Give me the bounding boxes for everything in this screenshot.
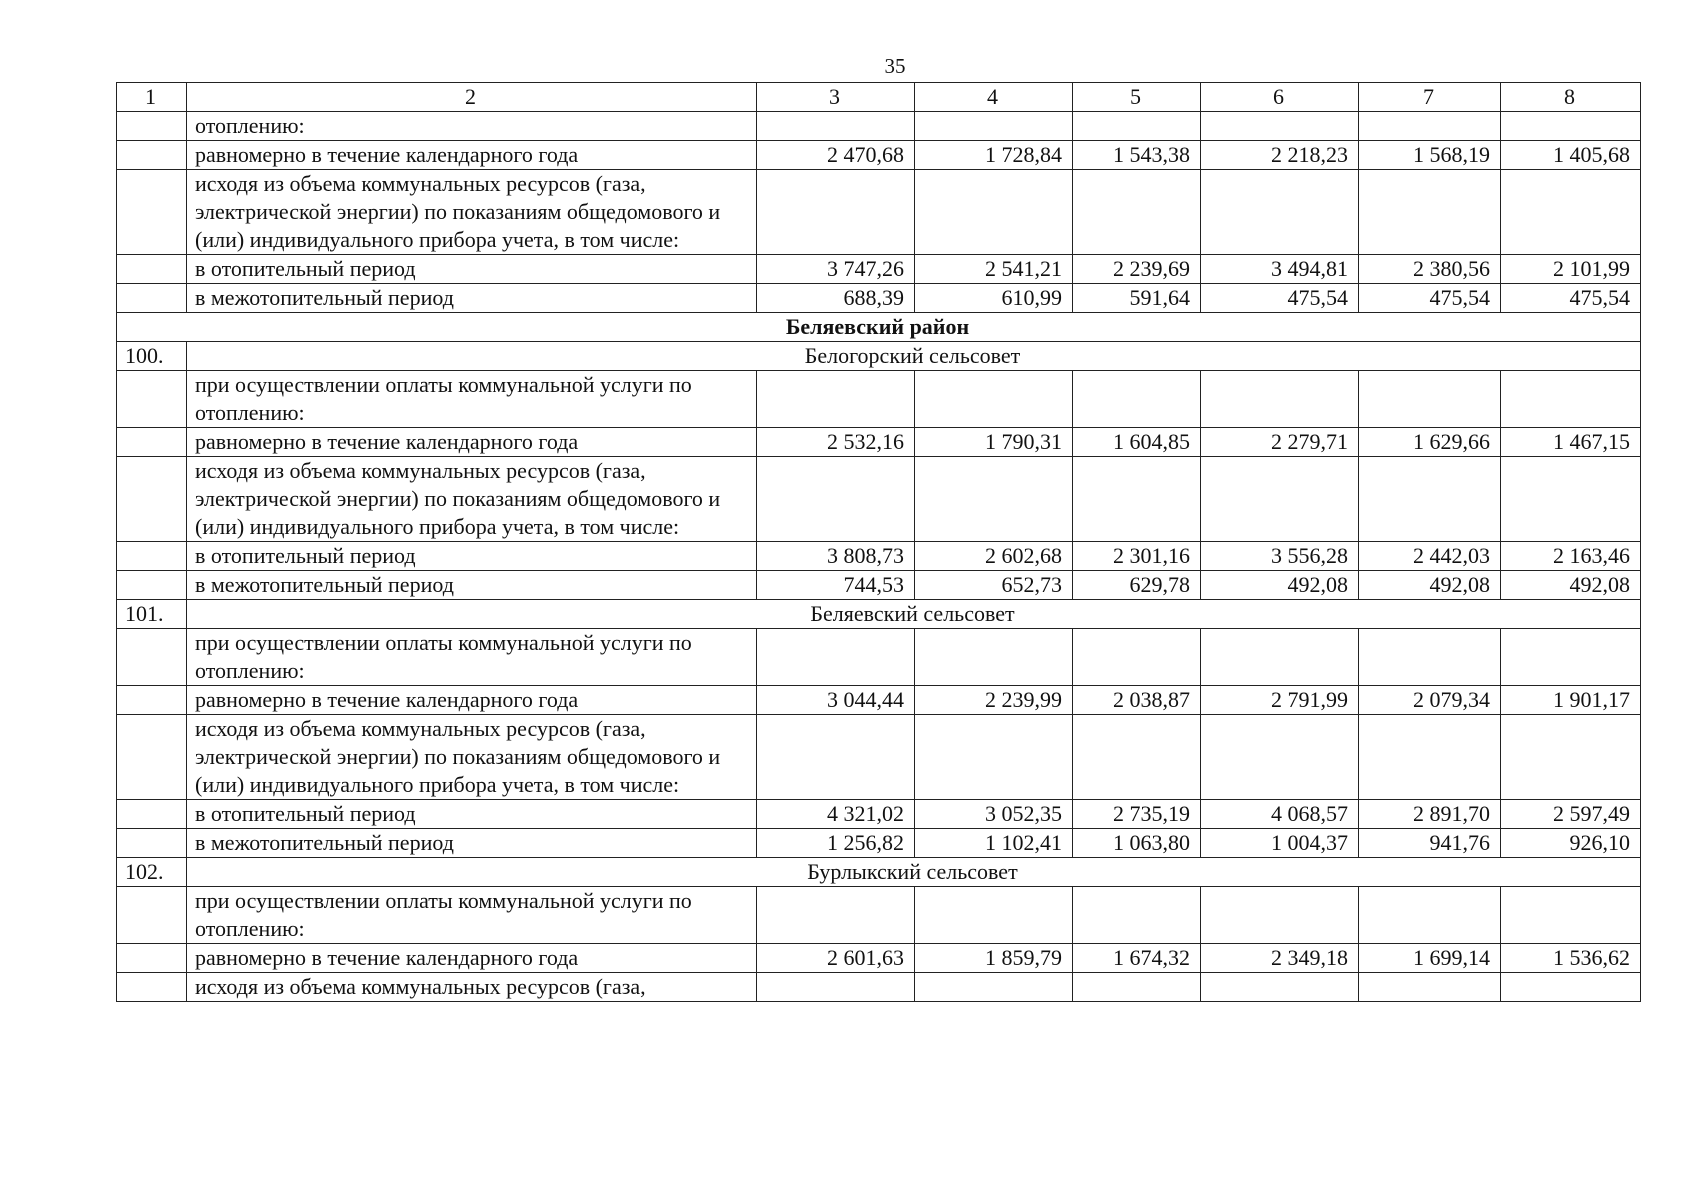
value-cell: 2 891,70 [1359, 800, 1501, 829]
section-index: 100. [117, 342, 187, 371]
table-row [117, 112, 1641, 141]
value-cell: 2 380,56 [1359, 255, 1501, 284]
value-cell: 2 791,99 [1201, 686, 1359, 715]
row-index-cell [117, 973, 187, 1002]
value-cell [1501, 457, 1641, 542]
value-cell [1201, 457, 1359, 542]
table-row [117, 170, 1641, 255]
value-cell: 3 044,44 [757, 686, 915, 715]
table-row [117, 629, 1641, 686]
value-cell: 2 470,68 [757, 141, 915, 170]
value-cell: 3 052,35 [915, 800, 1073, 829]
value-cell [1201, 170, 1359, 255]
table-row [117, 715, 1641, 800]
value-cell: 2 301,16 [1073, 542, 1201, 571]
value-cell [915, 170, 1073, 255]
row-index-cell [117, 829, 187, 858]
value-cell [757, 457, 915, 542]
row-label: в межотопительный период [187, 284, 757, 313]
value-cell [915, 629, 1073, 686]
section-title: Белогорский сельсовет [187, 342, 1641, 371]
value-cell [1501, 887, 1641, 944]
row-label: при осуществлении оплаты коммунальной услуги по отоплению: [187, 629, 757, 686]
row-label: в отопительный период [187, 542, 757, 571]
value-cell [915, 887, 1073, 944]
section-index: 102. [117, 858, 187, 887]
table-row [117, 829, 1641, 858]
value-cell: 1 543,38 [1073, 141, 1201, 170]
row-label: исходя из объема коммунальных ресурсов (газа, [187, 973, 757, 1002]
row-label: равномерно в течение календарного года [187, 428, 757, 457]
value-cell: 1 629,66 [1359, 428, 1501, 457]
value-cell [1359, 629, 1501, 686]
value-cell: 475,54 [1501, 284, 1641, 313]
table-row [117, 887, 1641, 944]
table-row [117, 944, 1641, 973]
value-cell: 2 349,18 [1201, 944, 1359, 973]
column-header: 1 [117, 83, 187, 112]
row-label: исходя из объема коммунальных ресурсов (газа, электрической энергии) по показаниям общедомового и (или) индивидуального прибора учета, в том числе: [187, 170, 757, 255]
value-cell: 2 601,63 [757, 944, 915, 973]
value-cell: 610,99 [915, 284, 1073, 313]
value-cell: 629,78 [1073, 571, 1201, 600]
row-index-cell [117, 542, 187, 571]
table-row [117, 800, 1641, 829]
value-cell: 2 101,99 [1501, 255, 1641, 284]
value-cell: 2 163,46 [1501, 542, 1641, 571]
value-cell: 3 556,28 [1201, 542, 1359, 571]
row-index-cell [117, 371, 187, 428]
row-label: в межотопительный период [187, 829, 757, 858]
row-label: в отопительный период [187, 255, 757, 284]
row-label: равномерно в течение календарного года [187, 944, 757, 973]
column-header: 3 [757, 83, 915, 112]
value-cell: 4 068,57 [1201, 800, 1359, 829]
row-index-cell [117, 686, 187, 715]
value-cell [1501, 112, 1641, 141]
value-cell: 1 256,82 [757, 829, 915, 858]
section-title: Бурлыкский сельсовет [187, 858, 1641, 887]
table-body [117, 112, 1641, 1002]
value-cell [915, 715, 1073, 800]
value-cell: 1 063,80 [1073, 829, 1201, 858]
value-cell [1359, 371, 1501, 428]
value-cell: 2 038,87 [1073, 686, 1201, 715]
district-title: Беляевский район [117, 313, 1641, 342]
value-cell: 1 004,37 [1201, 829, 1359, 858]
value-cell: 4 321,02 [757, 800, 915, 829]
value-cell: 1 536,62 [1501, 944, 1641, 973]
value-cell [1201, 973, 1359, 1002]
value-cell [1201, 629, 1359, 686]
value-cell: 3 808,73 [757, 542, 915, 571]
value-cell [1073, 112, 1201, 141]
section-index: 101. [117, 600, 187, 629]
row-label: равномерно в течение календарного года [187, 141, 757, 170]
value-cell [1073, 629, 1201, 686]
value-cell [1359, 112, 1501, 141]
value-cell: 492,08 [1201, 571, 1359, 600]
section-row [117, 858, 1641, 887]
row-index-cell [117, 629, 187, 686]
column-header: 4 [915, 83, 1073, 112]
value-cell [1359, 457, 1501, 542]
value-cell [757, 170, 915, 255]
row-label: при осуществлении оплаты коммунальной услуги по отоплению: [187, 371, 757, 428]
row-index-cell [117, 255, 187, 284]
table-row [117, 141, 1641, 170]
value-cell: 475,54 [1359, 284, 1501, 313]
value-cell [1359, 715, 1501, 800]
row-index-cell [117, 170, 187, 255]
tariff-table [116, 82, 1641, 1002]
value-cell: 2 442,03 [1359, 542, 1501, 571]
value-cell: 941,76 [1359, 829, 1501, 858]
row-label: равномерно в течение календарного года [187, 686, 757, 715]
value-cell: 2 541,21 [915, 255, 1073, 284]
value-cell: 2 079,34 [1359, 686, 1501, 715]
value-cell [757, 887, 915, 944]
value-cell: 2 602,68 [915, 542, 1073, 571]
value-cell [915, 112, 1073, 141]
value-cell [1501, 371, 1641, 428]
value-cell: 475,54 [1201, 284, 1359, 313]
row-index-cell [117, 428, 187, 457]
value-cell [757, 371, 915, 428]
value-cell: 1 790,31 [915, 428, 1073, 457]
table-row [117, 284, 1641, 313]
value-cell [1501, 629, 1641, 686]
table-row [117, 371, 1641, 428]
value-cell [1359, 170, 1501, 255]
column-header: 6 [1201, 83, 1359, 112]
value-cell: 2 239,99 [915, 686, 1073, 715]
value-cell [915, 457, 1073, 542]
value-cell [915, 973, 1073, 1002]
row-index-cell [117, 571, 187, 600]
row-index-cell [117, 944, 187, 973]
row-index-cell [117, 141, 187, 170]
value-cell [757, 629, 915, 686]
column-header-row [117, 83, 1641, 112]
value-cell [1073, 715, 1201, 800]
value-cell: 1 859,79 [915, 944, 1073, 973]
value-cell: 1 674,32 [1073, 944, 1201, 973]
value-cell [1501, 170, 1641, 255]
value-cell [1201, 715, 1359, 800]
column-header: 8 [1501, 83, 1641, 112]
value-cell: 1 102,41 [915, 829, 1073, 858]
row-index-cell [117, 715, 187, 800]
value-cell: 2 239,69 [1073, 255, 1201, 284]
value-cell: 926,10 [1501, 829, 1641, 858]
value-cell: 688,39 [757, 284, 915, 313]
value-cell: 2 532,16 [757, 428, 915, 457]
value-cell [1501, 715, 1641, 800]
value-cell: 1 467,15 [1501, 428, 1641, 457]
column-header: 5 [1073, 83, 1201, 112]
value-cell [757, 715, 915, 800]
value-cell: 3 747,26 [757, 255, 915, 284]
row-label: в межотопительный период [187, 571, 757, 600]
value-cell [1359, 887, 1501, 944]
row-label: исходя из объема коммунальных ресурсов (газа, электрической энергии) по показаниям общедомового и (или) индивидуального прибора учета, в том числе: [187, 715, 757, 800]
row-label: при осуществлении оплаты коммунальной услуги по отоплению: [187, 887, 757, 944]
row-label: отоплению: [187, 112, 757, 141]
value-cell: 3 494,81 [1201, 255, 1359, 284]
table-row [117, 973, 1641, 1002]
value-cell: 744,53 [757, 571, 915, 600]
value-cell [1073, 371, 1201, 428]
value-cell: 1 699,14 [1359, 944, 1501, 973]
section-row [117, 342, 1641, 371]
value-cell [1201, 371, 1359, 428]
table-row [117, 571, 1641, 600]
value-cell: 2 218,23 [1201, 141, 1359, 170]
row-index-cell [117, 457, 187, 542]
column-header: 7 [1359, 83, 1501, 112]
value-cell: 492,08 [1359, 571, 1501, 600]
row-index-cell [117, 112, 187, 141]
value-cell: 2 735,19 [1073, 800, 1201, 829]
value-cell [757, 112, 915, 141]
value-cell [1073, 457, 1201, 542]
value-cell: 1 728,84 [915, 141, 1073, 170]
value-cell [1359, 973, 1501, 1002]
row-index-cell [117, 887, 187, 944]
table-row [117, 686, 1641, 715]
row-index-cell [117, 800, 187, 829]
value-cell: 1 405,68 [1501, 141, 1641, 170]
value-cell [1073, 973, 1201, 1002]
value-cell: 1 901,17 [1501, 686, 1641, 715]
value-cell [915, 371, 1073, 428]
section-row [117, 600, 1641, 629]
row-label: исходя из объема коммунальных ресурсов (газа, электрической энергии) по показаниям общедомового и (или) индивидуального прибора учета, в том числе: [187, 457, 757, 542]
row-index-cell [117, 284, 187, 313]
value-cell: 2 597,49 [1501, 800, 1641, 829]
value-cell [1201, 112, 1359, 141]
page-number: 35 [884, 54, 906, 78]
value-cell: 652,73 [915, 571, 1073, 600]
value-cell: 591,64 [1073, 284, 1201, 313]
value-cell [1201, 887, 1359, 944]
row-label: в отопительный период [187, 800, 757, 829]
value-cell: 1 568,19 [1359, 141, 1501, 170]
table-row [117, 457, 1641, 542]
table-row [117, 255, 1641, 284]
table-row [117, 542, 1641, 571]
column-header: 2 [187, 83, 757, 112]
value-cell [1073, 887, 1201, 944]
value-cell [1073, 170, 1201, 255]
value-cell [1501, 973, 1641, 1002]
table-row [117, 428, 1641, 457]
value-cell [757, 973, 915, 1002]
district-row [117, 313, 1641, 342]
section-title: Беляевский сельсовет [187, 600, 1641, 629]
value-cell: 492,08 [1501, 571, 1641, 600]
value-cell: 1 604,85 [1073, 428, 1201, 457]
value-cell: 2 279,71 [1201, 428, 1359, 457]
